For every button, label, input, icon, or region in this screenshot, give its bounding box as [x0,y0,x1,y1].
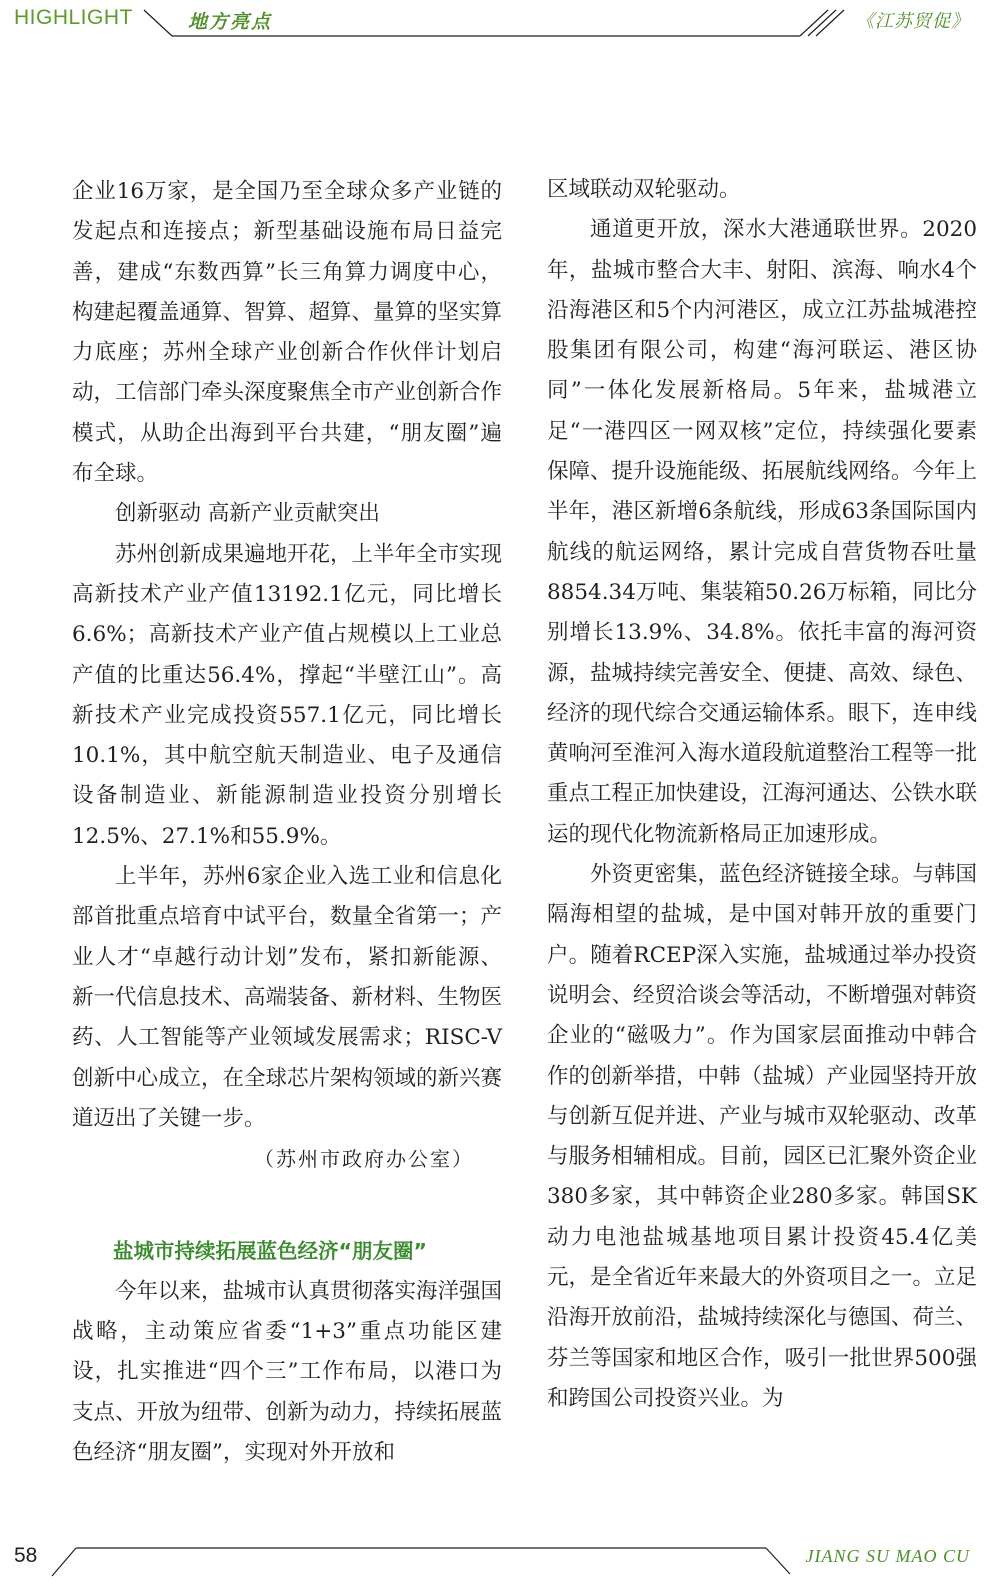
paragraph: 上半年，苏州6家企业入选工业和信息化部首批重点培育中试平台，数量全省第一；产业人才“卓越行动计划”发布，紧扣新能源、新一代信息技术、高端装备、新材料、生物医药、人工智能等产业领域发展需求；RISC-V创新中心成立，在全球芯片架构领域的新兴赛道迈出了关键一步。 [72,864,503,1131]
left-column [72,172,502,1473]
article-title: 盐城市持续拓展蓝色经济“朋友圈” [113,1239,427,1264]
header-section-title: 地方亮点 [188,11,273,33]
source-attribution: （苏州市政府办公室） [254,1147,474,1172]
paragraph: 企业16万家，是全国乃至全球众多产业链的发起点和连接点；新型基础设施布局日益完善，建成“东数西算”长三角算力调度中心，构建起覆盖通算、智算、超算、量算的坚实算力底座；苏州全球产业创新合作伙伴计划启动，工信部门牵头深度聚焦全市产业创新合作模式，从助企出海到平台共建，“朋友圈”遍布全球。 [72,179,503,487]
header-magazine-name: 《江苏贸促》 [856,11,970,32]
page-number: 58 [14,1544,38,1567]
paragraph: 通道更开放，深水大港通联世界。2020年，盐城市整合大丰、射阳、滨海、响水4个沿海港区和5个内河港区，成立江苏盐城港控股集团有限公司，构建“海河联运、港区协同”一体化发展新格局。5年来，盐城港立足“一港四区一网双核”定位，持续强化要素保障、提升设施能级、拓展航线网络。今年上半年，港区新增6条航线，形成63条国际国内航线的航运网络，累计完成自营货物吞吐量8854.34万吨、集装箱50.26万标箱，同比分别增长13.9%、34.8%。依托丰富的海河资源，盐城持续完善安全、便捷、高效、绿色、经济的现代综合交通运输体系。眼下，连申线黄响河至淮河入海水道段航道整治工程等一批重点工程正加快建设，江海河通达、公铁水联运的现代化物流新格局正加速形成。 [547,217,978,847]
header-rule-decoration [0,0,1000,44]
paragraph: 区域联动双轮驱动。 [547,177,741,202]
right-column [547,170,977,1419]
paragraph: 苏州创新成果遍地开花，上半年全市实现高新技术产业产值13192.1亿元，同比增长6.6%；高新技术产业产值占规模以上工业总产值的比重达56.4%，撑起“半壁江山”。高新技术产业完成投资557.1亿元，同比增长10.1%，其中航空航天制造业、电子及通信设备制造业、新能源制造业投资分别增长12.5%、27.1%和55.9%。 [72,541,503,849]
footer-magazine-name: JIANG SU MAO CU [805,1546,970,1566]
page-header [0,0,1000,44]
header-highlight-label: HIGHLIGHT [14,6,133,29]
subheading: 创新驱动 高新产业贡献突出 [115,501,380,527]
paragraph: 外资更密集，蓝色经济链接全球。与韩国隔海相望的盐城，是中国对韩开放的重要门户。随着RCEP深入实施，盐城通过举办投资说明会、经贸洽谈会等活动，不断增强对韩资企业的“磁吸力”。作为国家层面推动中韩合作的创新举措，中韩（盐城）产业园坚持开放与创新互促并进、产业与城市双轮驱动、改革与服务相辅相成。目前，园区已汇聚外资企业380多家，其中韩资企业280多家。韩国SK动力电池盐城基地项目累计投资45.4亿美元，是全省近年来最大的外资项目之一。立足沿海开放前沿，盐城持续深化与德国、荷兰、芬兰等国家和地区合作，吸引一批世界500强和跨国公司投资兴业。为 [547,862,978,1411]
paragraph: 今年以来，盐城市认真贯彻落实海洋强国战略，主动策应省委“1+3”重点功能区建设，扎实推进“四个三”工作布局，以港口为支点、开放为纽带、创新为动力，持续拓展蓝色经济“朋友圈”，实现对外开放和 [72,1278,503,1465]
